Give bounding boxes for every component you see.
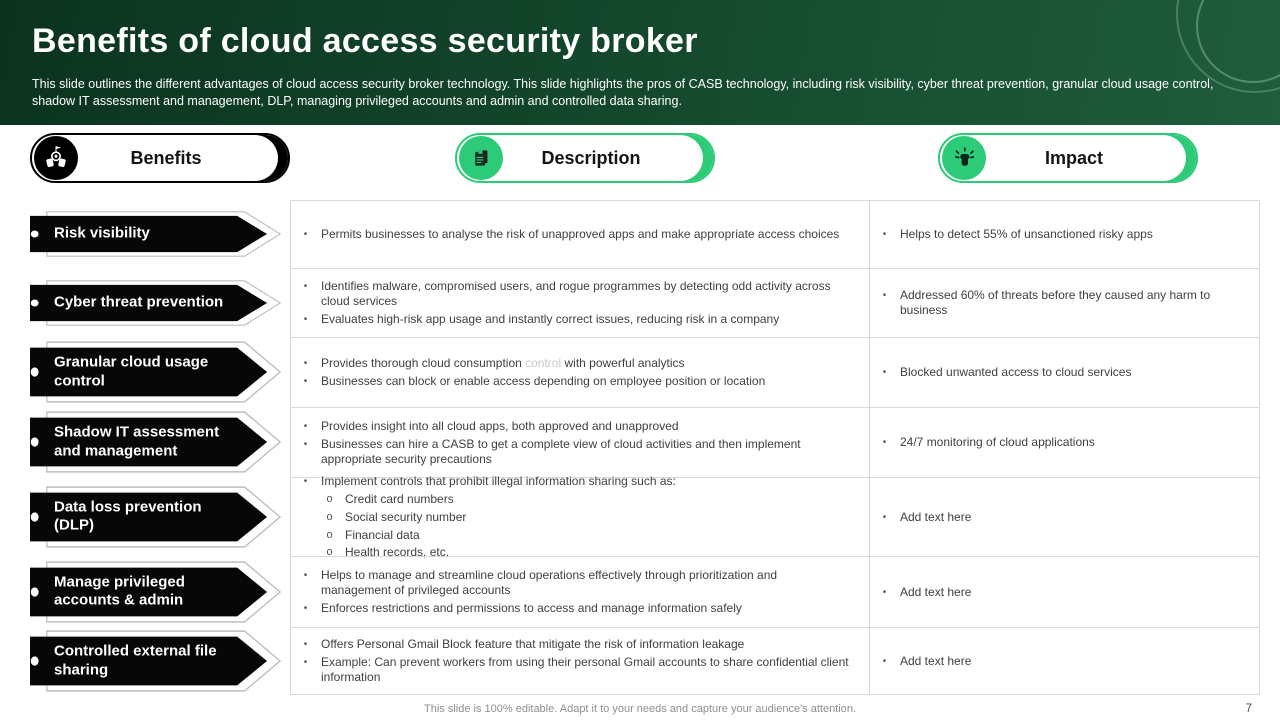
impact-cell <box>870 337 1260 407</box>
header-banner <box>0 0 1280 125</box>
column-header-benefits <box>30 133 290 183</box>
page-subtitle: This slide outlines the different advantages of cloud access security broker technology. This slide highlights the pros of CASB technology, including risk visibility, cyber threat prevention, granular cloud usage control, shadow IT assessment and management, DLP, managing privileged accounts and admin and controlled data sharing. <box>32 77 1214 108</box>
benefit-arrow <box>30 341 282 403</box>
column-header-description <box>455 133 715 183</box>
bullet-icon: • <box>882 367 887 378</box>
table-row <box>30 473 1260 560</box>
benefit-label: Shadow IT assessment and management <box>54 423 220 459</box>
impact-bullet: Addressed 60% of threats before they caused any harm to business <box>900 288 1211 317</box>
sub-bullet-icon: o <box>326 492 333 505</box>
footer-note: This slide is 100% editable. Adapt it to your needs and capture your audience's attention. <box>424 703 856 715</box>
benefit-cell <box>30 268 290 337</box>
benefit-arrow <box>30 486 282 548</box>
description-bullet: Provides insight into all cloud apps, both approved and unapproved <box>321 418 679 433</box>
description-cell <box>290 556 870 627</box>
impact-placeholder[interactable]: Add text here <box>900 653 972 668</box>
sub-bullet: Social security number <box>345 509 467 524</box>
impact-cell <box>870 268 1260 337</box>
bullet-icon: • <box>303 376 308 387</box>
bullet-icon: • <box>882 511 887 523</box>
description-cell <box>290 337 870 407</box>
impact-placeholder[interactable]: Add text here <box>900 584 972 599</box>
benefit-arrow <box>30 561 282 623</box>
benefit-label: Data loss prevention (DLP) <box>54 497 202 534</box>
sub-bullet-icon: o <box>326 546 333 559</box>
bullet-icon: • <box>303 570 308 582</box>
description-bullet: Businesses can block or enable access depending on employee position or location <box>321 374 766 388</box>
bullet-icon: • <box>882 229 887 240</box>
bullet-icon: • <box>882 437 887 448</box>
document-report-icon <box>459 136 503 180</box>
description-cell <box>290 627 870 695</box>
description-column-label: Description <box>541 147 641 168</box>
bullet-icon: • <box>303 281 308 293</box>
benefit-label: Manage privileged accounts & admin <box>54 572 185 609</box>
impact-cell <box>870 556 1260 627</box>
description-cell <box>290 200 870 268</box>
impact-cell <box>870 627 1260 695</box>
bullet-icon: • <box>882 655 887 667</box>
description-cell <box>290 268 870 337</box>
impact-cell <box>870 407 1260 477</box>
page-title: Benefits of cloud access security broker <box>32 22 698 60</box>
bullet-icon: • <box>303 475 308 487</box>
description-cell <box>290 407 870 477</box>
sub-bullet: Health records, etc. <box>345 545 450 560</box>
benefit-arrow <box>30 211 282 257</box>
benefit-cell <box>30 627 290 695</box>
table-row <box>30 556 1260 627</box>
benefits-column-label: Benefits <box>130 147 202 168</box>
impact-bullet: Blocked unwanted access to cloud services <box>900 365 1132 379</box>
impact-cell <box>870 477 1260 556</box>
impact-bullet: Helps to detect 55% of unsanctioned risky apps <box>900 227 1153 241</box>
sub-bullet-icon: o <box>326 528 333 541</box>
benefit-arrow <box>30 411 282 473</box>
table-row <box>30 200 1260 268</box>
benefit-arrow <box>30 280 282 326</box>
benefit-arrow <box>30 630 282 692</box>
benefit-cell <box>30 477 290 556</box>
bullet-icon: • <box>303 313 308 325</box>
description-bullet: Offers Personal Gmail Block feature that mitigate the risk of information leakage <box>321 637 745 652</box>
description-bullet: Identifies malware, compromised users, and rogue programmes by detecting odd activity across cloud services <box>321 279 831 308</box>
bullet-icon: • <box>303 438 308 450</box>
bullet-icon: • <box>882 586 887 598</box>
description-bullet: Example: Can prevent workers from using their personal Gmail accounts to share confidential client information <box>321 655 849 684</box>
bullet-icon: • <box>303 358 308 369</box>
impact-bullet: 24/7 monitoring of cloud applications <box>900 435 1095 449</box>
bullet-icon: • <box>303 229 308 240</box>
bullet-icon: • <box>882 290 887 302</box>
benefit-cell <box>30 337 290 407</box>
description-bullet: Evaluates high-risk app usage and instantly correct issues, reducing risk in a company <box>321 311 780 326</box>
sub-bullet: Credit card numbers <box>345 491 454 506</box>
bullet-icon: • <box>303 639 308 651</box>
description-bullet: Enforces restrictions and permissions to access and manage information safely <box>321 600 742 615</box>
description-bullet: Helps to manage and streamline cloud operations effectively through prioritization and management of privileged accounts <box>321 568 778 597</box>
impact-cell <box>870 200 1260 268</box>
benefit-label: Granular cloud usage control <box>54 353 209 389</box>
sub-bullet: Financial data <box>345 527 420 542</box>
benefit-cell <box>30 200 290 268</box>
description-bullet: Businesses can hire a CASB to get a complete view of cloud activities and then implement appropriate security precautions <box>321 436 801 466</box>
description-bullet: Permits businesses to analyse the risk of unapproved apps and make appropriate access choices <box>321 227 840 241</box>
column-header-impact <box>938 133 1198 183</box>
table-row <box>30 627 1260 695</box>
benefit-label: Cyber threat prevention <box>54 293 224 311</box>
bullet-icon: • <box>303 420 308 432</box>
benefit-label: Risk visibility <box>54 224 150 242</box>
impact-placeholder[interactable]: Add text here <box>900 509 972 524</box>
table-row <box>30 407 1260 477</box>
impact-column-label: Impact <box>1044 147 1104 168</box>
description-bullet: Implement controls that prohibit illegal information sharing such as: <box>321 473 676 488</box>
benefits-table <box>30 200 1260 695</box>
benefit-label: Controlled external file sharing <box>54 642 217 678</box>
description-cell <box>290 473 870 560</box>
benefit-cell <box>30 556 290 627</box>
impact-fist-icon <box>942 136 986 180</box>
thumbs-up-medal-icon <box>34 136 78 180</box>
table-row <box>30 337 1260 407</box>
benefit-cell <box>30 407 290 477</box>
faded-word: control <box>525 356 562 370</box>
bullet-icon: • <box>303 657 308 669</box>
sub-bullet-icon: o <box>326 510 333 523</box>
table-row <box>30 268 1260 337</box>
description-bullet: Provides thorough cloud consumption control with powerful analytics <box>321 356 685 370</box>
page-number: 7 <box>1245 703 1252 715</box>
bullet-icon: • <box>303 602 308 614</box>
